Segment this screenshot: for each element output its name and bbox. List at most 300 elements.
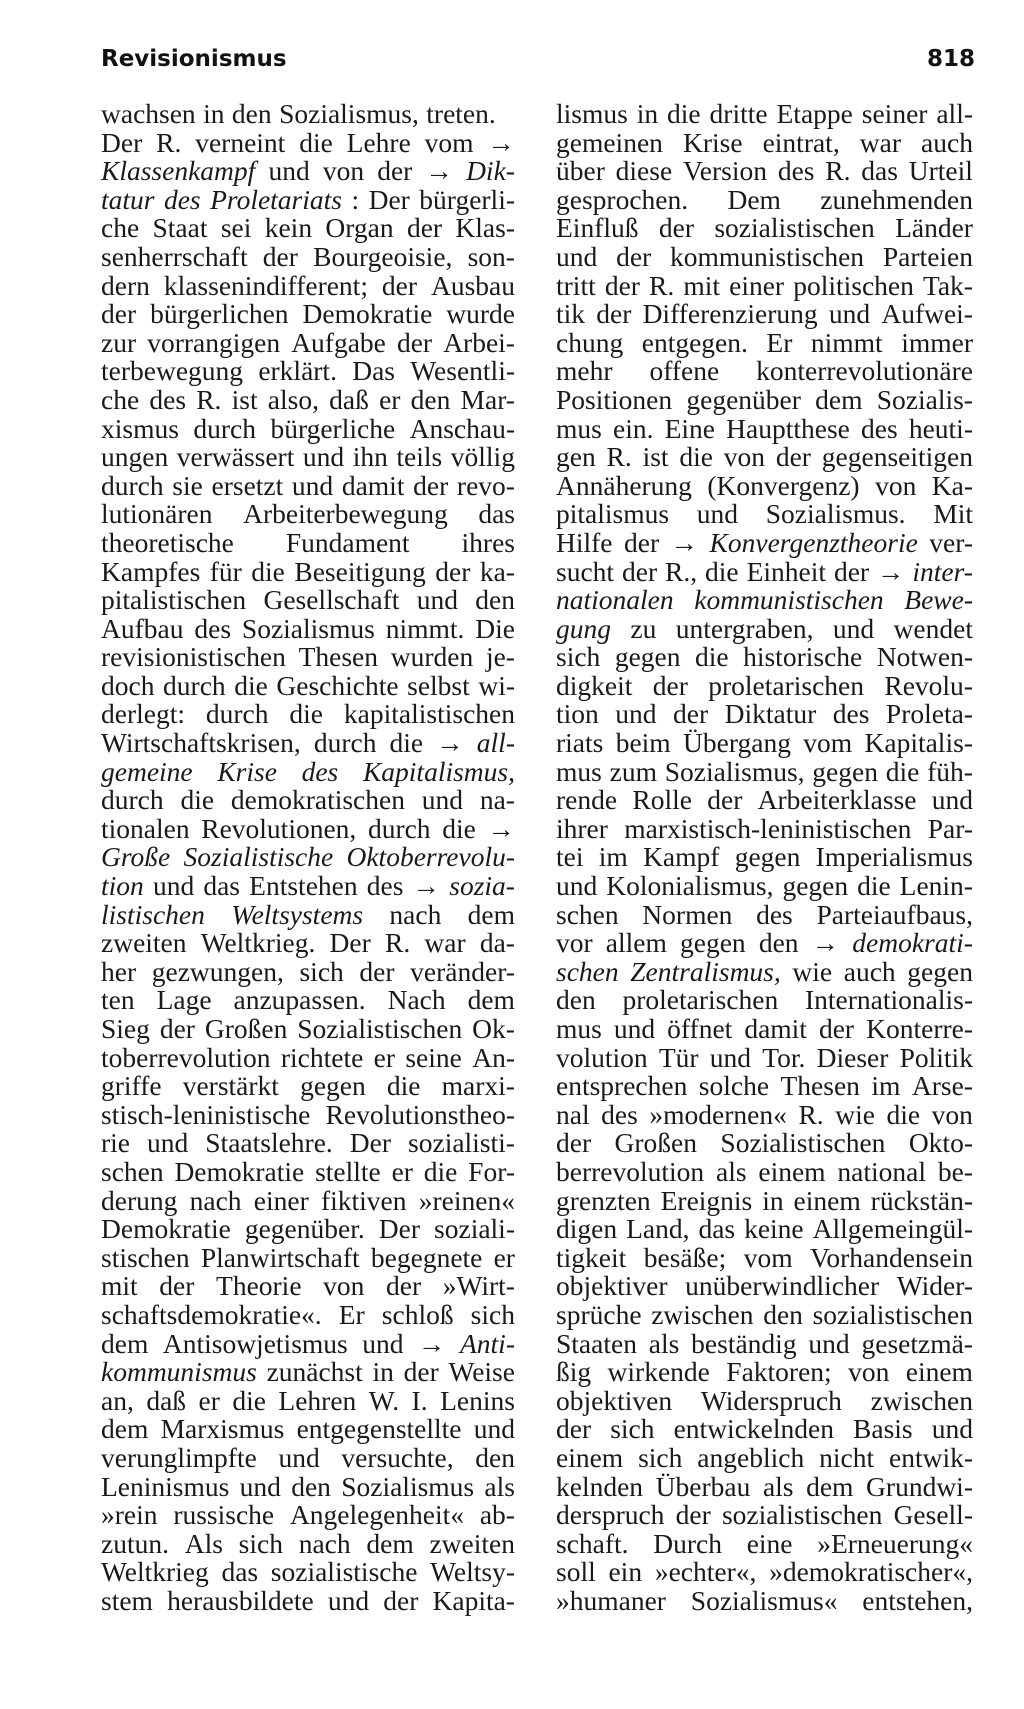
text-word: Durch — [653, 1527, 722, 1559]
italic-cross-reference-word: Bewe- — [904, 584, 973, 616]
text-line — [101, 1215, 515, 1244]
text-word: der — [621, 555, 658, 587]
text-word: angeblich — [697, 1441, 805, 1473]
text-word: des — [832, 698, 870, 730]
text-word: vom — [424, 126, 474, 158]
text-word: gegenüber. — [244, 1213, 365, 1245]
text-word: die — [679, 441, 713, 473]
text-word: Par- — [927, 812, 973, 844]
text-word: entsprechen — [556, 1070, 688, 1102]
text-line — [556, 729, 973, 758]
text-word: Beseitigung — [294, 555, 426, 587]
italic-cross-reference-word: Oktoberrevolu- — [346, 841, 515, 873]
text-word: rückstän- — [870, 1184, 973, 1216]
text-word: ka- — [479, 555, 515, 587]
italic-cross-reference-word: listischen — [101, 898, 205, 930]
text-word: verwässert — [176, 441, 295, 473]
text-word: kelnden — [556, 1470, 644, 1502]
text-word: daß — [329, 383, 369, 415]
text-word: versuchte, — [341, 1441, 454, 1473]
italic-cross-reference-word: Konvergenztheorie — [709, 526, 918, 558]
text-word: Übergang — [683, 727, 791, 759]
italic-cross-reference-word: inter- — [912, 555, 973, 587]
text-word: Leninismus — [101, 1470, 230, 1502]
text-line — [101, 240, 515, 272]
text-line — [556, 755, 973, 787]
text-line — [101, 183, 515, 215]
text-word: che — [101, 212, 140, 244]
text-word: allem — [605, 927, 667, 959]
text-word: fiktiven — [320, 1184, 407, 1216]
text-word: auch — [843, 955, 896, 987]
text-word: durch — [313, 727, 377, 759]
text-word: »rein — [101, 1499, 158, 1531]
text-word: xismus — [101, 412, 179, 444]
text-word: wirkende — [607, 1356, 710, 1388]
text-word: ßig — [556, 1356, 592, 1388]
text-word: Tak- — [922, 269, 973, 301]
text-word: Länder — [895, 212, 973, 244]
text-line — [101, 612, 515, 644]
text-line — [556, 1072, 973, 1101]
text-line — [101, 555, 515, 587]
text-word: demokratischen — [230, 784, 405, 816]
text-line — [556, 1184, 973, 1216]
text-word: und — [615, 698, 657, 730]
text-word: schen — [101, 1155, 164, 1187]
text-word: Kapitalis- — [864, 727, 973, 759]
text-line — [101, 1384, 515, 1416]
text-word: Ausbau — [430, 269, 515, 301]
text-word: zunächst — [266, 1356, 363, 1388]
text-word: die — [885, 755, 920, 787]
text-word: Tür — [658, 1041, 699, 1073]
text-word: Sozialismus — [241, 612, 375, 644]
text-line — [556, 1327, 973, 1359]
text-word: Arbeiterklasse — [757, 784, 917, 816]
text-word: dern — [101, 269, 150, 301]
text-word: Angelegenheit« — [289, 1499, 465, 1531]
text-word: na- — [479, 784, 515, 816]
text-line — [556, 214, 973, 243]
italic-cross-reference-word: all- — [476, 727, 515, 759]
text-word: der — [673, 698, 709, 730]
text-line — [101, 469, 515, 501]
text-line — [556, 1041, 973, 1073]
text-word: solche — [698, 1070, 770, 1102]
text-word: das — [861, 155, 898, 187]
text-word: zwischen — [870, 1384, 973, 1416]
text-word: Thesen — [780, 1070, 860, 1102]
text-word: die — [423, 1155, 458, 1187]
text-line — [101, 157, 515, 186]
italic-cross-reference-word: kommunistischen — [694, 584, 884, 616]
text-word: → — [670, 526, 699, 558]
text-word: toberrevolution — [101, 1041, 271, 1073]
text-word: entwickelnden — [673, 1413, 834, 1445]
text-word: derung — [101, 1184, 178, 1216]
text-word: zwischen — [651, 1298, 754, 1330]
text-word: bürgerli- — [419, 183, 515, 215]
text-word: mus — [556, 755, 602, 787]
text-word: ihres — [461, 526, 515, 558]
text-word: russische — [173, 1499, 275, 1531]
text-line — [101, 1584, 515, 1616]
text-word: her — [101, 955, 137, 987]
text-word: dem — [101, 1413, 149, 1445]
text-word: terbewegung — [101, 355, 244, 387]
text-word: tei — [556, 841, 584, 873]
text-word: Weltkrieg. — [200, 927, 316, 959]
text-word: ungen — [101, 441, 169, 473]
text-line — [556, 383, 973, 415]
text-word: er — [391, 1155, 413, 1187]
text-word: Basis — [853, 1413, 913, 1445]
text-word: den — [475, 1441, 515, 1473]
text-word: dem — [806, 1470, 854, 1502]
text-word: sich — [638, 1441, 683, 1473]
text-word: den — [763, 1298, 803, 1330]
text-word: gegenüber — [686, 383, 801, 415]
text-word: Weltkrieg — [101, 1556, 209, 1588]
text-word: Ok- — [472, 1013, 515, 1044]
text-word: »humaner — [556, 1584, 666, 1616]
text-word: dem — [815, 383, 863, 415]
text-word: war — [424, 927, 466, 959]
text-line — [101, 357, 515, 386]
text-word: der — [623, 526, 660, 558]
text-word: Revolu- — [884, 669, 973, 701]
right-text-column — [556, 100, 973, 1615]
text-word: Gesell- — [893, 1499, 973, 1531]
text-word: die — [667, 98, 701, 129]
text-word: Der — [349, 1127, 392, 1159]
text-word: Sozialismus, — [279, 98, 419, 129]
text-word: Demokratie — [302, 298, 433, 330]
text-word: von — [322, 155, 365, 187]
text-word: die — [705, 555, 739, 587]
italic-cross-reference-word: sozia- — [449, 870, 515, 902]
text-word: Dieser — [816, 1041, 889, 1073]
text-word: gemeinen — [556, 126, 663, 158]
text-word: Aufwei- — [881, 298, 973, 330]
text-line — [101, 898, 515, 930]
text-word: kein — [264, 212, 313, 244]
text-line — [101, 500, 515, 529]
text-word: national — [837, 1155, 926, 1187]
text-word: durch — [101, 784, 164, 816]
text-word: R. — [384, 927, 411, 959]
text-word: das — [203, 870, 241, 902]
text-word: bürgerlichen — [150, 298, 289, 330]
text-line — [556, 1470, 973, 1502]
text-word: nach — [389, 898, 442, 930]
text-word: den — [556, 984, 596, 1016]
text-word: wie — [792, 955, 833, 987]
text-word: sozialistischen — [721, 1499, 883, 1531]
text-word: schaftsdemokratie«. — [101, 1298, 322, 1330]
text-word: den — [291, 1470, 331, 1502]
text-line — [101, 786, 515, 815]
text-word: historische — [743, 641, 863, 673]
text-word: Arbeiterbewegung — [243, 498, 448, 530]
text-word: Aufbau — [101, 612, 184, 644]
text-word: unüberwindlicher — [685, 1270, 880, 1302]
text-word: »demokratischer«, — [769, 1556, 973, 1588]
text-word: der — [159, 1013, 195, 1044]
text-word: Grundwi- — [866, 1470, 973, 1502]
text-line — [101, 955, 515, 987]
text-word: Version — [682, 155, 768, 187]
text-word: nach — [298, 1527, 351, 1559]
italic-cross-reference-word: Große — [101, 841, 171, 873]
text-word: also, — [267, 383, 319, 415]
text-word: W. — [368, 1384, 400, 1416]
text-word: Lenin- — [899, 870, 973, 902]
text-word: griffe — [101, 1070, 162, 1102]
text-word: wi- — [478, 669, 515, 701]
text-word: und — [416, 584, 458, 616]
text-word: herausbildete — [167, 1584, 314, 1616]
text-word: der — [435, 555, 471, 587]
text-word: Ereignis — [660, 1184, 753, 1216]
text-word: schen — [556, 898, 619, 930]
text-line — [556, 443, 973, 472]
text-word: sucht — [556, 555, 615, 587]
text-word: digen — [556, 1213, 618, 1245]
text-word: »Wirt- — [442, 1270, 515, 1302]
text-word: schaft. — [556, 1527, 629, 1559]
text-word: Der — [378, 1213, 420, 1245]
text-word: und — [152, 870, 195, 902]
text-line — [101, 1441, 515, 1473]
text-word: Widerspruch — [700, 1384, 842, 1416]
text-word: sich — [556, 641, 601, 673]
text-word: I. — [411, 1384, 428, 1416]
text-word: und — [268, 155, 310, 187]
text-word: chung — [556, 326, 624, 358]
text-line — [556, 1558, 973, 1587]
text-word: Er — [766, 326, 793, 358]
text-word: Etappe — [776, 98, 853, 129]
text-word: entgegenstellte — [296, 1413, 462, 1445]
text-word: tigkeit — [556, 1241, 627, 1273]
text-word: pitalismus — [556, 498, 670, 530]
text-word: sich — [610, 1413, 655, 1445]
text-line — [101, 1155, 515, 1187]
text-word: der — [675, 1499, 711, 1531]
text-word: Arse- — [911, 1070, 973, 1102]
text-word: erklärt. — [258, 355, 337, 387]
text-line — [556, 1527, 973, 1559]
text-word: vor — [556, 927, 593, 959]
text-word: und — [556, 870, 598, 902]
text-word: sozialistischen — [812, 1298, 973, 1330]
text-word: gegen — [614, 641, 681, 673]
text-word: Staaten — [556, 1327, 637, 1359]
text-word: Dem — [727, 183, 781, 215]
text-word: be- — [937, 1155, 973, 1187]
text-word: Land, — [626, 1213, 690, 1245]
text-word: Wirtschaftskrisen, — [101, 727, 301, 759]
text-word: und — [327, 1584, 370, 1616]
text-word: und — [239, 1470, 281, 1502]
text-line — [556, 555, 973, 587]
text-word: damit — [341, 469, 405, 501]
text-word: der — [386, 1270, 422, 1302]
text-line — [556, 240, 973, 272]
text-line — [556, 1384, 973, 1416]
text-word: da- — [479, 927, 515, 959]
text-word: Demokratie — [174, 1155, 305, 1187]
text-word: sich — [299, 955, 344, 987]
italic-cross-reference-word: Weltsystems — [231, 898, 364, 930]
text-word: all- — [936, 98, 973, 129]
text-word: dem — [467, 984, 515, 1016]
text-line — [556, 986, 973, 1015]
text-word: gegen — [734, 841, 801, 873]
text-word: des — [149, 383, 187, 415]
text-word: des — [861, 412, 898, 444]
text-word: ist — [231, 383, 258, 415]
text-word: und — [828, 298, 871, 330]
italic-cross-reference-word: Sozialistische — [183, 841, 334, 873]
text-word: mus — [556, 1013, 602, 1044]
text-word: verunglimpfte — [101, 1441, 257, 1473]
text-word: Mar- — [460, 383, 515, 415]
text-word: untergraben, — [675, 612, 814, 644]
text-word: schloß — [381, 1298, 454, 1330]
text-line — [556, 269, 973, 301]
text-line — [556, 469, 973, 501]
text-line — [556, 955, 973, 987]
italic-cross-reference-word: des — [163, 183, 201, 215]
text-word: mehr — [556, 355, 613, 387]
text-word: Er — [338, 1298, 365, 1330]
italic-cross-reference-word: gung — [556, 612, 611, 644]
text-word: Parteien — [882, 240, 973, 272]
text-line — [556, 326, 973, 358]
text-word: einem — [556, 1441, 624, 1473]
text-word: offene — [649, 355, 720, 387]
text-word: »Erneuerung« — [817, 1527, 973, 1559]
text-word: Kampf — [643, 841, 720, 873]
text-word: R. — [606, 441, 632, 473]
text-word: An- — [472, 1041, 515, 1073]
text-word: Sozialismus, — [664, 755, 805, 787]
text-word: Revolutionen, — [201, 812, 357, 844]
text-word: zunehmenden — [820, 183, 973, 215]
text-word: : — [351, 183, 360, 215]
text-word: objektiven — [556, 1384, 673, 1416]
text-line — [101, 100, 515, 129]
text-word: son- — [467, 240, 515, 272]
text-line — [101, 326, 515, 358]
text-word: zweiten — [101, 927, 187, 959]
text-line — [556, 1584, 973, 1616]
text-word: Fundament — [285, 526, 410, 558]
text-word: ein — [608, 1556, 643, 1588]
text-word: der — [413, 469, 449, 501]
text-word: gegen — [680, 927, 746, 959]
text-word: als — [484, 1470, 515, 1502]
text-word: und — [931, 1413, 973, 1445]
entry-title: Revisionismus — [101, 46, 287, 72]
text-word: der — [556, 1413, 592, 1445]
text-line — [556, 1441, 973, 1473]
text-word: und — [709, 1041, 752, 1073]
text-line — [101, 1241, 515, 1273]
text-word: anzupassen. — [233, 984, 366, 1016]
text-line — [101, 526, 515, 558]
text-line — [556, 357, 973, 386]
text-word: den — [231, 98, 272, 129]
text-word: sie — [172, 469, 203, 501]
text-word: Bourgeoisie, — [313, 240, 453, 272]
text-word: zu — [630, 612, 657, 644]
text-word: des — [756, 898, 793, 930]
text-word: eintrat, — [762, 126, 840, 158]
text-word: Konterre- — [866, 1013, 973, 1044]
text-word: teils — [396, 441, 443, 473]
text-word: von — [323, 1270, 365, 1302]
text-word: und — [278, 1441, 320, 1473]
text-word: Sieg — [101, 1013, 150, 1044]
text-word: Staatslehre. — [205, 1127, 333, 1159]
text-word: entstehen, — [862, 1584, 973, 1616]
text-word: soziali- — [434, 1213, 515, 1245]
text-word: sich — [470, 1298, 515, 1330]
text-word: das — [221, 1556, 259, 1588]
text-word: Organ — [325, 212, 394, 244]
text-word: des — [194, 612, 232, 644]
text-word: beim — [615, 727, 671, 759]
text-word: der — [616, 240, 652, 272]
text-word: klassenindifferent; — [163, 269, 368, 301]
text-word: gegen — [782, 870, 849, 902]
text-word: Weise — [448, 1356, 515, 1388]
text-word: Anschau- — [409, 412, 515, 444]
text-word: die — [234, 669, 268, 701]
text-line — [556, 843, 973, 872]
text-word: einer — [729, 269, 785, 301]
text-word: marxistisch-leninistischen — [624, 812, 912, 844]
text-word: Normen — [642, 898, 733, 930]
text-line — [101, 1015, 515, 1044]
text-word: der — [101, 298, 137, 330]
text-word: der — [652, 669, 688, 701]
text-word: dritte — [709, 98, 768, 129]
text-word: Parteiaufbaus, — [816, 898, 973, 930]
text-word: und — [696, 498, 739, 530]
text-line — [556, 643, 973, 672]
text-line — [101, 986, 515, 1015]
text-line — [101, 872, 515, 901]
text-word: → — [876, 555, 905, 587]
text-word: ihn — [352, 441, 388, 473]
text-word: Internationalis- — [804, 984, 973, 1016]
text-word: der — [262, 240, 298, 272]
text-word: Sozialis- — [876, 383, 973, 415]
text-line — [556, 700, 973, 729]
text-line — [556, 872, 973, 901]
text-word: heuti- — [908, 412, 973, 444]
text-line — [556, 526, 973, 558]
text-word: stem — [101, 1584, 153, 1616]
text-word: stischen — [101, 1241, 190, 1273]
text-word: gesetzmä- — [861, 1327, 973, 1359]
text-word: der — [396, 326, 433, 358]
